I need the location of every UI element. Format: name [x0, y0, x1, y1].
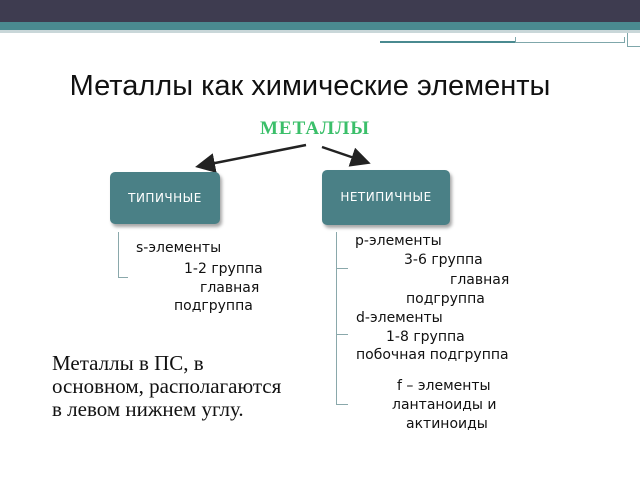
d-elements-label: d-элементы	[356, 310, 443, 326]
s-elements-label: s-элементы	[136, 240, 222, 256]
s-groups-label: 1-2 группа	[184, 261, 263, 277]
d-groups-label: 1-8 группа	[386, 329, 465, 345]
s-main-label: главная	[200, 280, 260, 296]
note-text: Металлы в ПС, в основном, располагаются в левом нижнем углу.	[52, 351, 282, 421]
arrow-to-atypical	[322, 147, 366, 162]
typical-box: ТИПИЧНЫЕ	[110, 172, 220, 224]
right-bracket-tick-d	[336, 334, 348, 335]
right-bracket	[336, 232, 337, 404]
f-elements-label: f – элементы	[397, 378, 491, 394]
d-secondary-label: побочная подгруппа	[356, 347, 509, 363]
left-bracket-tick	[118, 277, 128, 278]
p-elements-label: р-элементы	[355, 233, 442, 249]
slide-title: Металлы как химические элементы	[69, 70, 551, 102]
right-bracket-tick-f	[336, 404, 348, 405]
p-main-label: главная	[450, 272, 510, 288]
p-subgroup-label: подгруппа	[406, 291, 485, 307]
arrow-to-typical	[200, 145, 306, 166]
atypical-box: НЕТИПИЧНЫЕ	[322, 170, 450, 225]
left-bracket	[118, 232, 119, 277]
f-actinides-label: актиноиды	[406, 416, 488, 432]
p-groups-label: 3-6 группа	[404, 252, 483, 268]
f-lanthanides-label: лантаноиды и	[392, 397, 497, 413]
root-label: МЕТАЛЛЫ	[259, 118, 371, 139]
right-bracket-tick-p	[336, 268, 348, 269]
s-subgroup-label: подгруппа	[174, 298, 253, 314]
